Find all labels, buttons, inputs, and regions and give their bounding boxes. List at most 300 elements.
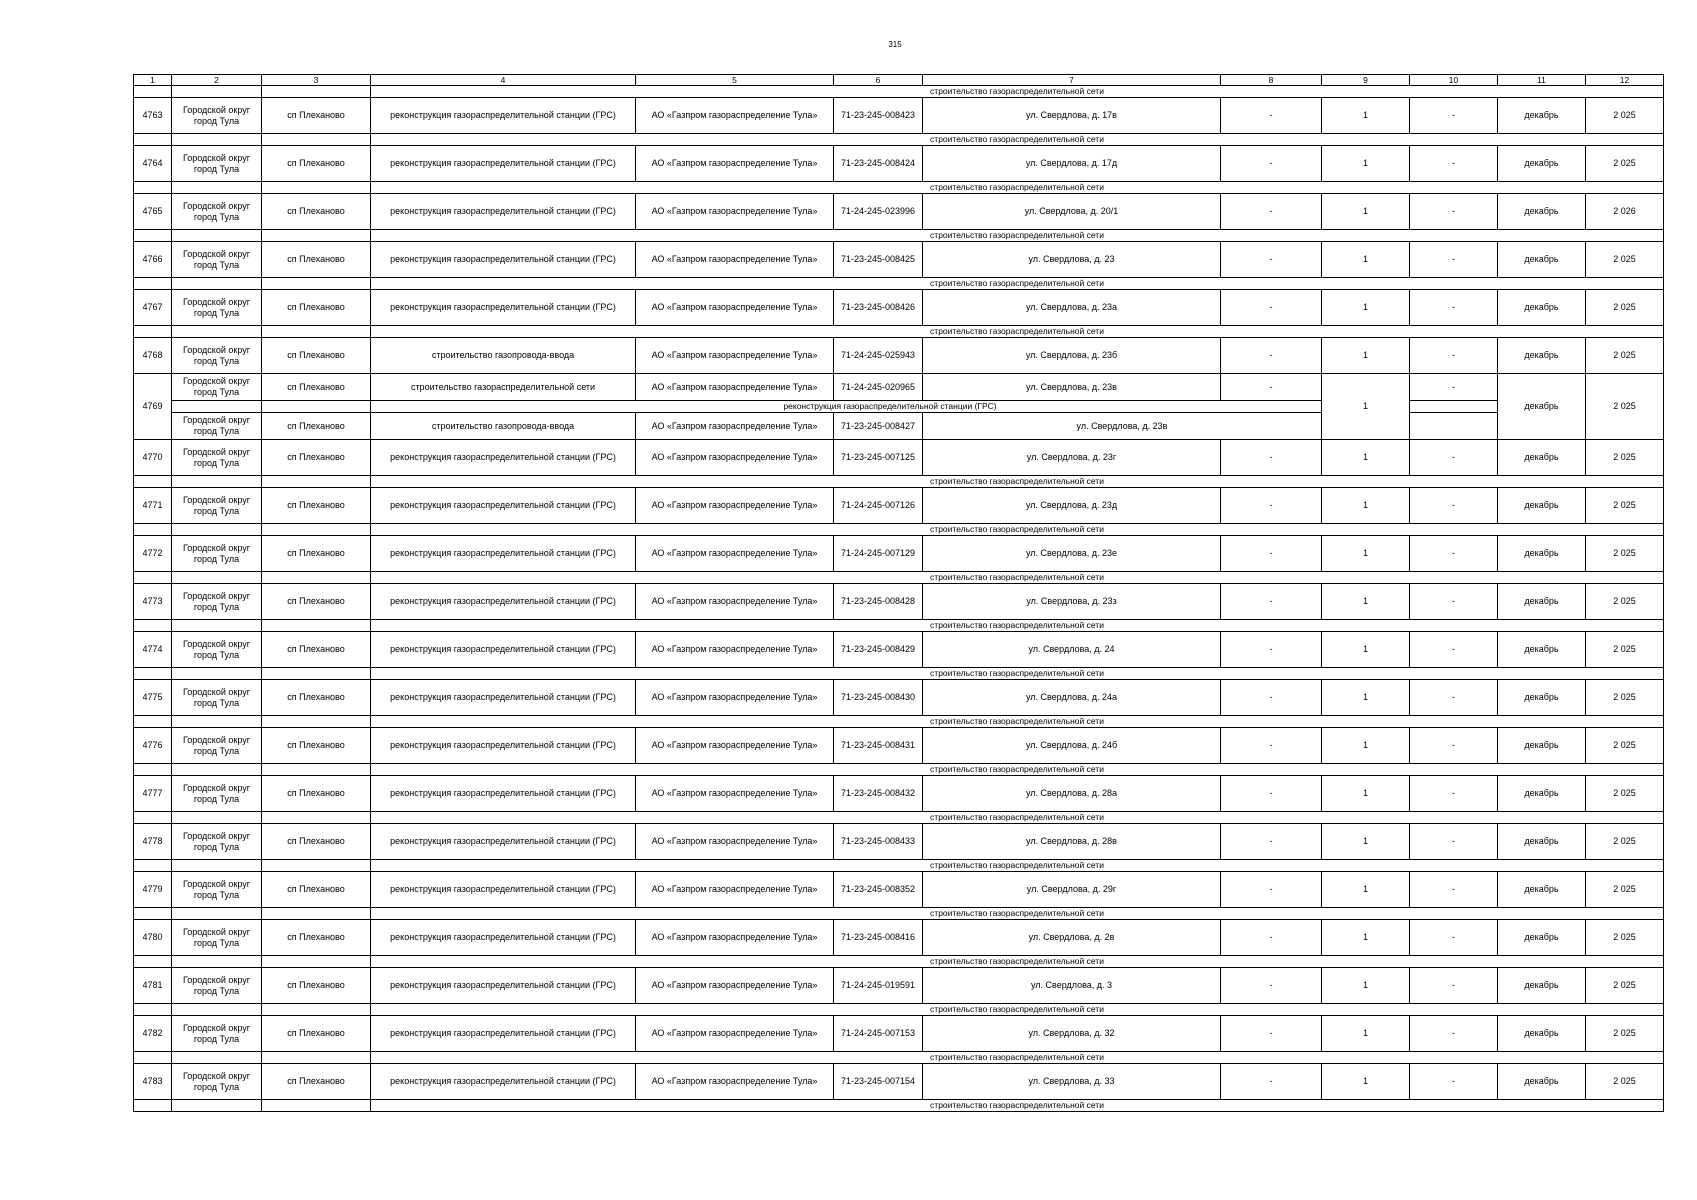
district-cell: Городской округ город Тула [172,290,262,326]
col9-cell: 1 [1322,146,1410,182]
empty-cell [134,1004,172,1016]
district-cell: Городской округ город Тула [172,728,262,764]
col8-cell: - [1221,584,1322,620]
row-number: 4771 [134,488,172,524]
empty-cell [1410,413,1498,440]
row-number: 4780 [134,920,172,956]
address-cell: ул. Свердлова, д. 24б [923,728,1221,764]
col8-cell: - [1221,374,1322,401]
column-header: 8 [1221,75,1322,86]
col8-cell: - [1221,290,1322,326]
year-cell: 2 025 [1586,728,1664,764]
table-subrow [134,524,1664,536]
district-cell: Городской округ город Тула [172,584,262,620]
table-row [134,413,1664,440]
settlement-cell: сп Плеханово [262,1016,371,1052]
col10-cell: - [1410,98,1498,134]
settlement-cell: сп Плеханово [262,194,371,230]
table-row [134,920,1664,956]
separator-label: строительство газораспределительной сети [371,476,1664,488]
address-cell: ул. Свердлова, д. 23д [923,488,1221,524]
organization-cell: АО «Газпром газораспределение Тула» [636,338,834,374]
year-cell: 2 025 [1586,488,1664,524]
year-cell: 2 025 [1586,1016,1664,1052]
col8-cell: - [1221,338,1322,374]
address-cell: ул. Свердлова, д. 2в [923,920,1221,956]
organization-cell: АО «Газпром газораспределение Тула» [636,824,834,860]
col9-cell: 1 [1322,536,1410,572]
empty-cell [172,764,262,776]
col8-cell: - [1221,920,1322,956]
object-code-cell: 71-23-245-008431 [834,728,923,764]
object-code-cell: 71-23-245-008430 [834,680,923,716]
month-cell: декабрь [1498,824,1586,860]
table-subrow [134,86,1664,98]
organization-cell: АО «Газпром газораспределение Тула» [636,872,834,908]
work-type-cell: строительство газопровода-ввода [371,338,636,374]
table-row [134,98,1664,134]
col9-cell: 1 [1322,488,1410,524]
year-cell: 2 025 [1586,242,1664,278]
table-subrow [134,572,1664,584]
table-subrow [134,278,1664,290]
empty-cell [262,278,371,290]
row-number: 4783 [134,1064,172,1100]
address-cell: ул. Свердлова, д. 3 [923,968,1221,1004]
organization-cell: АО «Газпром газораспределение Тула» [636,776,834,812]
table-row [134,680,1664,716]
col8-cell: - [1221,488,1322,524]
row-number: 4774 [134,632,172,668]
empty-cell [262,572,371,584]
table-subrow [134,182,1664,194]
empty-cell [262,860,371,872]
year-cell: 2 025 [1586,98,1664,134]
table-row [134,146,1664,182]
table-subrow [134,764,1664,776]
empty-cell [262,668,371,680]
object-code-cell: 71-24-245-019591 [834,968,923,1004]
table-subrow [134,668,1664,680]
col10-cell: - [1410,824,1498,860]
organization-cell: АО «Газпром газораспределение Тула» [636,374,834,401]
col8-cell: - [1221,98,1322,134]
table-subrow [134,860,1664,872]
empty-cell [172,401,262,413]
organization-cell: АО «Газпром газораспределение Тула» [636,584,834,620]
page-number: 315 [888,40,902,49]
row-number: 4769 [134,374,172,440]
empty-cell [262,1100,371,1112]
empty-cell [262,401,371,413]
col9-cell: 1 [1322,824,1410,860]
table-subrow [134,1052,1664,1064]
col9-cell: 1 [1322,338,1410,374]
object-code-cell: 71-23-245-008426 [834,290,923,326]
object-code-cell: 71-23-245-008432 [834,776,923,812]
address-cell: ул. Свердлова, д. 23а [923,290,1221,326]
object-code-cell: 71-23-245-008352 [834,872,923,908]
month-cell: декабрь [1498,242,1586,278]
column-header: 2 [172,75,262,86]
work-type-cell: реконструкция газораспределительной станции (ГРС) [371,1064,636,1100]
month-cell: декабрь [1498,194,1586,230]
address-cell: ул. Свердлова, д. 17д [923,146,1221,182]
month-cell: декабрь [1498,728,1586,764]
table-row [134,1016,1664,1052]
organization-cell: АО «Газпром газораспределение Тула» [636,968,834,1004]
settlement-cell: сп Плеханово [262,146,371,182]
address-cell: ул. Свердлова, д. 28а [923,776,1221,812]
table-subrow [134,1004,1664,1016]
empty-cell [172,668,262,680]
empty-cell [172,326,262,338]
empty-cell [262,86,371,98]
col9-cell: 1 [1322,728,1410,764]
table-row [134,242,1664,278]
empty-cell [262,620,371,632]
empty-cell [172,476,262,488]
col10-cell: - [1410,536,1498,572]
district-cell: Городской округ город Тула [172,536,262,572]
table-subrow [134,716,1664,728]
col9-cell: 1 [1322,968,1410,1004]
month-cell: декабрь [1498,632,1586,668]
col10-cell: - [1410,440,1498,476]
work-type-cell: реконструкция газораспределительной станции (ГРС) [371,536,636,572]
address-cell: ул. Свердлова, д. 17в [923,98,1221,134]
organization-cell: АО «Газпром газораспределение Тула» [636,1016,834,1052]
address-cell: ул. Свердлова, д. 23 [923,242,1221,278]
column-header: 3 [262,75,371,86]
col8-cell: - [1221,632,1322,668]
work-type-cell: реконструкция газораспределительной станции (ГРС) [371,680,636,716]
row-number: 4777 [134,776,172,812]
col10-cell: - [1410,374,1498,401]
address-cell: ул. Свердлова, д. 24 [923,632,1221,668]
object-code-cell: 71-24-245-025943 [834,338,923,374]
empty-cell [134,182,172,194]
row-number: 4775 [134,680,172,716]
month-cell: декабрь [1498,920,1586,956]
organization-cell: АО «Газпром газораспределение Тула» [636,290,834,326]
object-code-cell: 71-24-245-007129 [834,536,923,572]
column-header: 12 [1586,75,1664,86]
year-cell: 2 025 [1586,374,1664,440]
empty-cell [262,764,371,776]
work-type-cell: реконструкция газораспределительной станции (ГРС) [371,872,636,908]
settlement-cell: сп Плеханово [262,338,371,374]
empty-cell [172,182,262,194]
col9-cell: 1 [1322,920,1410,956]
empty-cell [262,134,371,146]
object-code-cell: 71-23-245-008416 [834,920,923,956]
year-cell: 2 025 [1586,872,1664,908]
row-number: 4779 [134,872,172,908]
separator-label: строительство газораспределительной сети [371,326,1664,338]
row-number: 4773 [134,584,172,620]
col9-cell: 1 [1322,290,1410,326]
col8-cell: - [1221,1064,1322,1100]
col8-cell: - [1221,968,1322,1004]
district-cell: Городской округ город Тула [172,1064,262,1100]
empty-cell [134,476,172,488]
table-row [134,872,1664,908]
address-cell: ул. Свердлова, д. 29г [923,872,1221,908]
col10-cell: - [1410,680,1498,716]
table-subrow [134,812,1664,824]
month-cell: декабрь [1498,584,1586,620]
column-header: 7 [923,75,1221,86]
col10-cell: - [1410,290,1498,326]
district-cell: Городской округ город Тула [172,824,262,860]
separator-label: строительство газораспределительной сети [371,1052,1664,1064]
settlement-cell: сп Плеханово [262,1064,371,1100]
month-cell: декабрь [1498,1064,1586,1100]
empty-cell [134,134,172,146]
col8-cell: - [1221,872,1322,908]
work-type-cell: реконструкция газораспределительной станции (ГРС) [371,242,636,278]
table-row [134,488,1664,524]
year-cell: 2 025 [1586,584,1664,620]
col9-cell: 1 [1322,1016,1410,1052]
empty-cell [134,956,172,968]
work-type-cell: реконструкция газораспределительной станции (ГРС) [371,1016,636,1052]
col8-cell: - [1221,824,1322,860]
organization-cell: АО «Газпром газораспределение Тула» [636,488,834,524]
separator-label: строительство газораспределительной сети [371,572,1664,584]
district-cell: Городской округ город Тула [172,146,262,182]
address-cell: ул. Свердлова, д. 23з [923,584,1221,620]
empty-cell [172,812,262,824]
district-cell: Городской округ город Тула [172,968,262,1004]
address-cell: ул. Свердлова, д. 20/1 [923,194,1221,230]
work-type-cell: реконструкция газораспределительной станции (ГРС) [371,776,636,812]
empty-cell [134,1052,172,1064]
col8-cell: - [1221,242,1322,278]
empty-cell [134,524,172,536]
table-row [134,440,1664,476]
empty-cell [262,524,371,536]
col8-cell: - [1221,1016,1322,1052]
separator-label: строительство газораспределительной сети [371,764,1664,776]
empty-cell [172,956,262,968]
empty-cell [172,1100,262,1112]
work-type-cell: реконструкция газораспределительной станции (ГРС) [371,728,636,764]
settlement-cell: сп Плеханово [262,872,371,908]
work-type-cell: строительство газопровода-ввода [371,413,636,440]
object-code-cell: 71-23-245-008423 [834,98,923,134]
col8-cell: - [1221,440,1322,476]
district-cell: Городской округ город Тула [172,194,262,230]
year-cell: 2 026 [1586,194,1664,230]
row-number: 4770 [134,440,172,476]
month-cell: декабрь [1498,98,1586,134]
col10-cell: - [1410,488,1498,524]
address-cell: ул. Свердлова, д. 23г [923,440,1221,476]
table-subrow [134,401,1664,413]
object-code-cell: 71-24-245-007153 [834,1016,923,1052]
column-header: 10 [1410,75,1498,86]
table-subrow [134,326,1664,338]
empty-cell [134,1100,172,1112]
table-subrow [134,908,1664,920]
separator-label: строительство газораспределительной сети [371,182,1664,194]
empty-cell [262,1052,371,1064]
month-cell: декабрь [1498,680,1586,716]
organization-cell: АО «Газпром газораспределение Тула» [636,440,834,476]
separator-label: строительство газораспределительной сети [371,134,1664,146]
col10-cell: - [1410,242,1498,278]
month-cell: декабрь [1498,1016,1586,1052]
empty-cell [134,908,172,920]
work-type-cell: реконструкция газораспределительной станции (ГРС) [371,146,636,182]
empty-cell [134,668,172,680]
empty-cell [172,86,262,98]
separator-label: строительство газораспределительной сети [371,86,1664,98]
col8-cell: - [1221,776,1322,812]
district-cell: Городской округ город Тула [172,632,262,668]
col9-cell: 1 [1322,194,1410,230]
district-cell: Городской округ город Тула [172,1016,262,1052]
year-cell: 2 025 [1586,290,1664,326]
col9-cell: 1 [1322,632,1410,668]
address-cell: ул. Свердлова, д. 23в [923,413,1322,440]
organization-cell: АО «Газпром газораспределение Тула» [636,194,834,230]
settlement-cell: сп Плеханово [262,374,371,401]
settlement-cell: сп Плеханово [262,413,371,440]
district-cell: Городской округ город Тула [172,413,262,440]
table-row [134,776,1664,812]
empty-cell [262,1004,371,1016]
table-row [134,1064,1664,1100]
work-type-cell: реконструкция газораспределительной станции (ГРС) [371,632,636,668]
table-row [134,290,1664,326]
row-number: 4766 [134,242,172,278]
empty-cell [134,230,172,242]
empty-cell [262,476,371,488]
table-row [134,728,1664,764]
month-cell: декабрь [1498,968,1586,1004]
empty-cell [172,1004,262,1016]
month-cell: декабрь [1498,488,1586,524]
month-cell: декабрь [1498,872,1586,908]
month-cell: декабрь [1498,440,1586,476]
separator-label: строительство газораспределительной сети [371,278,1664,290]
row-number: 4767 [134,290,172,326]
row-number: 4768 [134,338,172,374]
col9-cell: 1 [1322,680,1410,716]
empty-cell [172,134,262,146]
empty-cell [172,716,262,728]
empty-cell [172,860,262,872]
col10-cell: - [1410,584,1498,620]
work-type-span-label: реконструкция газораспределительной станции (ГРС) [371,401,1410,413]
empty-cell [134,572,172,584]
organization-cell: АО «Газпром газораспределение Тула» [636,413,834,440]
empty-cell [134,326,172,338]
column-header: 6 [834,75,923,86]
empty-cell [172,620,262,632]
settlement-cell: сп Плеханово [262,440,371,476]
object-code-cell: 71-24-245-007126 [834,488,923,524]
separator-label: строительство газораспределительной сети [371,1100,1664,1112]
col10-cell: - [1410,728,1498,764]
separator-label: строительство газораспределительной сети [371,620,1664,632]
district-cell: Городской округ город Тула [172,920,262,956]
work-type-cell: реконструкция газораспределительной станции (ГРС) [371,290,636,326]
year-cell: 2 025 [1586,338,1664,374]
object-code-cell: 71-23-245-008429 [834,632,923,668]
object-code-cell: 71-23-245-008433 [834,824,923,860]
column-header: 1 [134,75,172,86]
table-row [134,374,1664,401]
table-row [134,338,1664,374]
separator-label: строительство газораспределительной сети [371,668,1664,680]
separator-label: строительство газораспределительной сети [371,860,1664,872]
organization-cell: АО «Газпром газораспределение Тула» [636,680,834,716]
row-number: 4776 [134,728,172,764]
col10-cell: - [1410,1064,1498,1100]
separator-label: строительство газораспределительной сети [371,956,1664,968]
separator-label: строительство газораспределительной сети [371,908,1664,920]
row-number: 4772 [134,536,172,572]
empty-cell [262,956,371,968]
settlement-cell: сп Плеханово [262,776,371,812]
col9-cell: 1 [1322,440,1410,476]
object-code-cell: 71-23-245-008427 [834,413,923,440]
empty-cell [262,716,371,728]
col10-cell: - [1410,632,1498,668]
col10-cell: - [1410,968,1498,1004]
row-number: 4781 [134,968,172,1004]
month-cell: декабрь [1498,374,1586,440]
separator-label: строительство газораспределительной сети [371,524,1664,536]
organization-cell: АО «Газпром газораспределение Тула» [636,146,834,182]
column-header: 4 [371,75,636,86]
month-cell: декабрь [1498,290,1586,326]
settlement-cell: сп Плеханово [262,488,371,524]
empty-cell [134,860,172,872]
district-cell: Городской округ город Тула [172,872,262,908]
settlement-cell: сп Плеханово [262,290,371,326]
col10-cell: - [1410,194,1498,230]
month-cell: декабрь [1498,146,1586,182]
settlement-cell: сп Плеханово [262,536,371,572]
year-cell: 2 025 [1586,824,1664,860]
work-type-cell: реконструкция газораспределительной станции (ГРС) [371,194,636,230]
work-type-cell: реконструкция газораспределительной станции (ГРС) [371,440,636,476]
settlement-cell: сп Плеханово [262,824,371,860]
data-table [133,74,1664,1112]
empty-cell [262,908,371,920]
separator-label: строительство газораспределительной сети [371,230,1664,242]
organization-cell: АО «Газпром газораспределение Тула» [636,920,834,956]
col8-cell: - [1221,536,1322,572]
column-header: 9 [1322,75,1410,86]
settlement-cell: сп Плеханово [262,98,371,134]
district-cell: Городской округ город Тула [172,98,262,134]
empty-cell [262,230,371,242]
object-code-cell: 71-23-245-007154 [834,1064,923,1100]
settlement-cell: сп Плеханово [262,728,371,764]
col10-cell: - [1410,920,1498,956]
work-type-cell: реконструкция газораспределительной станции (ГРС) [371,98,636,134]
empty-cell [134,278,172,290]
year-cell: 2 025 [1586,776,1664,812]
row-number: 4778 [134,824,172,860]
separator-label: строительство газораспределительной сети [371,716,1664,728]
